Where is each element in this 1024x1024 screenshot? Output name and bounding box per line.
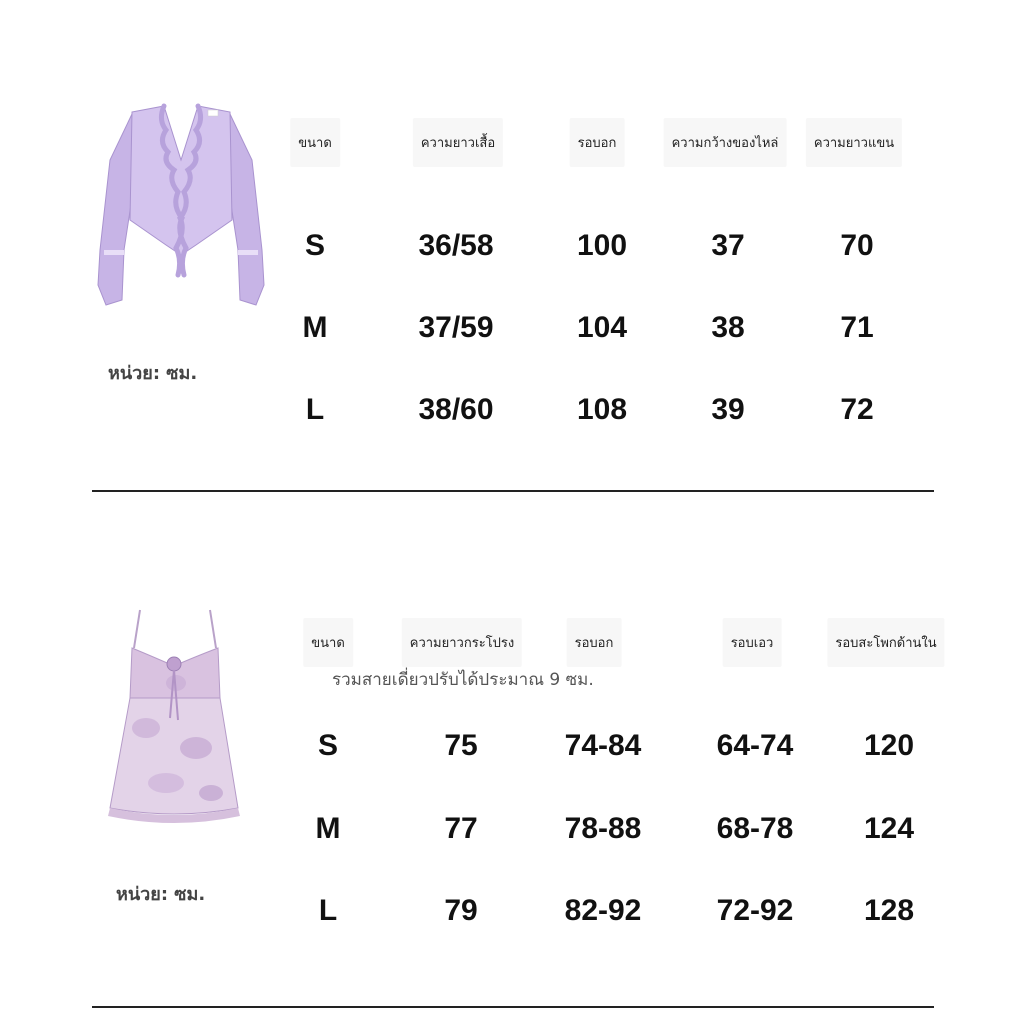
table-cell: 128 <box>863 894 915 927</box>
top-size-chart <box>0 0 1024 500</box>
table-cell: 72 <box>840 393 874 426</box>
table-cell: 75 <box>444 729 478 762</box>
table-cell: 39 <box>711 393 745 426</box>
table-cell: 104 <box>576 311 628 344</box>
table-cell: 71 <box>840 311 874 344</box>
table-cell: 74-84 <box>564 729 642 762</box>
blouse-image <box>96 100 266 315</box>
table-cell: 72-92 <box>716 894 794 927</box>
table-cell: M <box>302 311 328 344</box>
table-cell: 68-78 <box>716 812 794 845</box>
table-cell: 37 <box>711 229 745 262</box>
table-cell: 120 <box>863 729 915 762</box>
table-cell: 64-74 <box>716 729 794 762</box>
table-cell: L <box>318 894 338 927</box>
header-hip: รอบสะโพกด้านใน <box>827 618 944 667</box>
table-cell: 38 <box>711 311 745 344</box>
table-cell: S <box>317 729 339 762</box>
table-cell: 70 <box>840 229 874 262</box>
header-size: ขนาด <box>303 618 353 667</box>
dress-image <box>106 608 242 830</box>
table-cell: 77 <box>444 812 478 845</box>
table-cell: 79 <box>444 894 478 927</box>
unit-label: หน่วย: ซม. <box>116 884 206 905</box>
table-cell: 82-92 <box>564 894 642 927</box>
table-cell: 36/58 <box>418 229 494 262</box>
header-length: ความยาวเสื้อ <box>413 118 503 167</box>
table-cell: 108 <box>576 393 628 426</box>
unit-label: หน่วย: ซม. <box>108 363 198 384</box>
table-cell: 78-88 <box>564 812 642 845</box>
table-cell: L <box>305 393 325 426</box>
strap-note: รวมสายเดี่ยวปรับได้ประมาณ 9 ซม. <box>332 670 594 690</box>
table-cell: S <box>304 229 326 262</box>
header-size: ขนาด <box>290 118 340 167</box>
table-cell: 37/59 <box>418 311 494 344</box>
dress-size-chart <box>0 500 1024 1024</box>
table-cell: M <box>315 812 341 845</box>
header-skirt-length: ความยาวกระโปรง <box>402 618 522 667</box>
header-sleeve: ความยาวแขน <box>806 118 902 167</box>
header-chest: รอบอก <box>567 618 622 667</box>
header-waist: รอบเอว <box>723 618 782 667</box>
divider <box>92 490 934 492</box>
header-shoulder: ความกว้างของไหล่ <box>664 118 787 167</box>
header-chest: รอบอก <box>570 118 625 167</box>
table-cell: 100 <box>576 229 628 262</box>
divider <box>92 1006 934 1008</box>
table-cell: 124 <box>863 812 915 845</box>
table-cell: 38/60 <box>418 393 494 426</box>
